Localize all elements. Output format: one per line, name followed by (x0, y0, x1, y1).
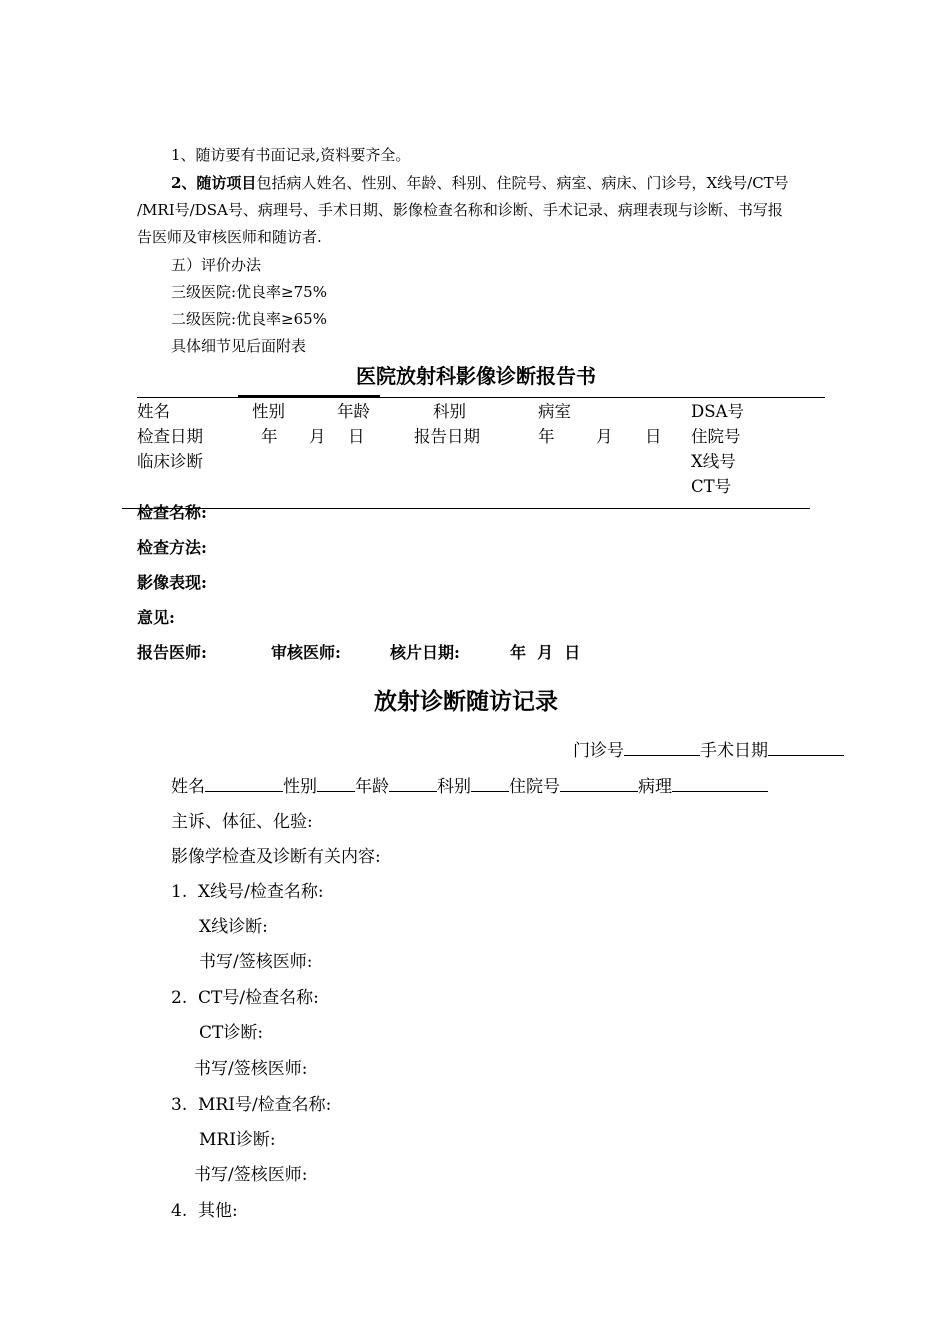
report-report-month: 月 (596, 427, 613, 446)
details-note: 具体细节见后面附表 (171, 337, 307, 355)
followup-ct-dx: CT诊断: (199, 1023, 264, 1043)
report-age-label: 年龄 (337, 402, 370, 421)
intro-item-2-prefix: 2、随访项目 (171, 174, 257, 192)
followup-dept-label: 科别 (437, 777, 471, 797)
followup-title: 放射诊断随访记录 (374, 688, 558, 715)
followup-inpatient-label: 住院号 (509, 777, 560, 797)
followup-other: 4. 其他: (171, 1201, 238, 1221)
report-ct-label: CT号 (691, 477, 732, 496)
eval-level2: 二级医院:优良率≥65% (171, 310, 327, 328)
followup-mri-sign: 书写/签核医师: (194, 1165, 308, 1185)
report-exam-name-label: 检查名称: (137, 503, 207, 522)
report-verify-ymd: 年 月 日 (510, 643, 581, 662)
intro-item-2-line-1 (171, 170, 789, 197)
report-exam-date-label: 检查日期 (137, 427, 203, 446)
intro-item-2-line-3: 告医师及审核医师和随访者. (137, 228, 322, 246)
report-title: 医院放射科影像诊断报告书 (356, 364, 596, 388)
report-exam-year: 年 (261, 427, 278, 446)
followup-surgery-date-label: 手术日期 (700, 741, 768, 761)
followup-ct-no: 2. CT号/检查名称: (171, 988, 319, 1008)
followup-mri-no: 3. MRI号/检查名称: (171, 1095, 332, 1115)
followup-outpatient-label: 门诊号 (573, 741, 624, 761)
report-clinical-dx-label: 临床诊断 (137, 452, 203, 471)
report-report-year: 年 (538, 427, 555, 446)
followup-name-label: 姓名 (171, 777, 205, 797)
report-gender-label: 性别 (252, 402, 285, 421)
followup-complaint: 主诉、体征、化验: (171, 812, 313, 832)
followup-surgery-date-field[interactable] (768, 741, 844, 756)
report-report-day: 日 (645, 427, 662, 446)
followup-x-dx: X线诊断: (199, 917, 268, 937)
followup-gender-field[interactable] (317, 777, 355, 792)
intro-item-2-line-2: /MRI号/DSA号、病理号、手术日期、影像检查名称和诊断、手术记录、病理表现与诊断、书写报 (137, 201, 783, 219)
report-exam-method-label: 检查方法: (137, 538, 207, 557)
followup-x-sign: 书写/签核医师: (199, 952, 313, 972)
followup-x-no: 1. X线号/检查名称: (171, 882, 324, 902)
report-exam-day: 日 (348, 427, 365, 446)
report-name-label: 姓名 (137, 402, 170, 421)
report-top-rule-accent (238, 395, 380, 397)
followup-outpatient-field[interactable] (624, 741, 700, 756)
followup-age-label: 年龄 (355, 777, 389, 797)
report-reviewer-label: 审核医师: (271, 643, 341, 662)
report-opinion-label: 意见: (137, 608, 175, 627)
report-dept-label: 科别 (433, 402, 466, 421)
intro-item-2-rest: 包括病人姓名、性别、年龄、科别、住院号、病室、病床、门诊号，X线号/CT号 (256, 174, 789, 192)
followup-pathology-label: 病理 (638, 777, 672, 797)
followup-outpatient-row (573, 736, 844, 761)
report-verify-date-label: 核片日期: (390, 643, 460, 662)
followup-pathology-field[interactable] (672, 777, 768, 792)
followup-imaging: 影像学检查及诊断有关内容: (171, 847, 381, 867)
followup-ct-sign: 书写/签核医师: (194, 1059, 308, 1079)
report-reporter-label: 报告医师: (137, 643, 207, 662)
report-xray-label: X线号 (691, 452, 736, 471)
report-inpatient-label: 住院号 (691, 427, 741, 446)
followup-patient-row (171, 772, 768, 797)
followup-age-field[interactable] (389, 777, 437, 792)
intro-item-1: 1、随访要有书面记录,资料要齐全。 (171, 146, 411, 164)
report-findings-label: 影像表现: (137, 573, 207, 592)
report-exam-month: 月 (309, 427, 326, 446)
eval-level3: 三级医院:优良率≥75% (171, 283, 327, 301)
eval-title: 五）评价办法 (171, 256, 262, 274)
followup-name-field[interactable] (205, 777, 283, 792)
followup-gender-label: 性别 (283, 777, 317, 797)
report-date-label: 报告日期 (414, 427, 480, 446)
followup-dept-field[interactable] (471, 777, 509, 792)
followup-mri-dx: MRI诊断: (199, 1130, 276, 1150)
report-dsa-label: DSA号 (691, 402, 744, 421)
followup-inpatient-field[interactable] (560, 777, 638, 792)
report-bottom-rule (122, 508, 810, 509)
report-ward-label: 病室 (538, 402, 571, 421)
